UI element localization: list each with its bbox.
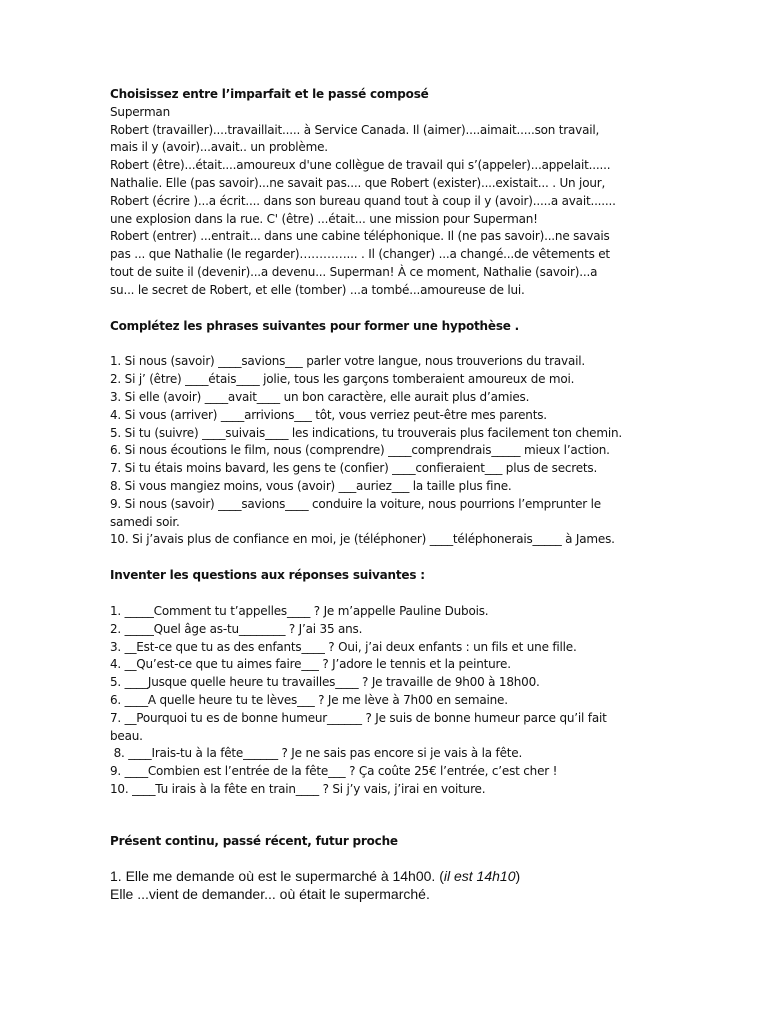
hypothesis-item: 10. Si j’avais plus de confiance en moi, je (téléphoner) ____téléphonerais_____ à James. [110,532,615,547]
story-line: Robert (être)...était....amoureux d'une collègue de travail qui s’(appeler)...appelait...... [110,158,611,173]
spacer [110,300,655,318]
hypothesis-item: 2. Si j’ (être) ____étais____ jolie, tous les garçons tomberaient amoureux de moi. [110,372,575,387]
hypothesis-item: 4. Si vous (arriver) ____arrivions___ tôt, vous verriez peut-être mes parents. [110,407,547,422]
spacer [110,585,655,603]
spacer [110,549,655,567]
exercise-line-text: 1. Elle me demande où est le supermarché à 14h00. ( [110,868,444,885]
exercise-answer: Elle ...vient de demander... où était le supermarché. [110,885,430,902]
story-line: une explosion dans la rue. C' (être) ...était... une mission pour Superman! [110,211,538,226]
exercise-line-text: ) [515,868,521,885]
story-line: Robert (écrire )...a écrit.... dans son bureau quand tout à coup il y (avoir).....a avait....... [110,193,616,208]
question-item: 4. __Qu’est-ce que tu aimes faire___ ? J’adore le tennis et la peinture. [110,657,511,672]
exercise-sheet [110,86,655,903]
story-line: Robert (entrer) ...entrait... dans une cabine téléphonique. Il (ne pas savoir)...ne savais [110,229,610,244]
exercise-line [110,868,655,886]
story-line: mais il y (avoir)...avait.. un problème. [110,140,328,155]
question-item: 1. _____Comment tu t’appelles____ ? Je m’appelle Pauline Dubois. [110,603,489,618]
story-line: pas ... que Nathalie (le regarder)…………... . Il (changer) ...a changé...de vêtements et [110,247,610,262]
exercise-line-italic: il est 14h10 [443,868,516,885]
story-line: Nathalie. Elle (pas savoir)...ne savait pas.... que Robert (exister)....existait... . Un jour, [110,175,606,190]
question-item: 2. _____Quel âge as-tu________ ? J’ai 35 ans. [110,621,363,636]
section3-title: Inventer les questions aux réponses suivantes : [110,568,425,583]
hypothesis-item: 6. Si nous écoutions le film, nous (comprendre) ____comprendrais_____ mieux l’action. [110,443,610,458]
hypothesis-item: 7. Si tu étais moins bavard, les gens te (confier) ____confieraient___ plus de secrets. [110,461,598,476]
story-line: tout de suite il (devenir)...a devenu... Superman! À ce moment, Nathalie (savoir)...a [110,264,598,279]
question-item: 6. ____A quelle heure tu te lèves___ ? Je me lève à 7h00 en semaine. [110,692,508,707]
hypothesis-item: 5. Si tu (suivre) ____suivais____ les indications, tu trouverais plus facilement ton chemin. [110,425,622,440]
spacer [110,799,655,833]
hypothesis-item: 1. Si nous (savoir) ____savions___ parler votre langue, nous trouverions du travail. [110,354,585,369]
question-item: 7. __Pourquoi tu es de bonne humeur______ ? Je suis de bonne humeur parce qu’il fait [110,710,607,725]
question-item: 10. ____Tu irais à la fête en train____ ? Si j’y vais, j’irai en voiture. [110,781,486,796]
section1-title: Choisissez entre l’imparfait et le passé composé [110,87,429,101]
story-line: Robert (travailler)....travaillait..... à Service Canada. Il (aimer)....aimait.....son travail, [110,122,600,137]
hypothesis-item: 8. Si vous mangiez moins, vous (avoir) ___auriez___ la taille plus fine. [110,478,512,493]
spacer [110,850,655,868]
section2-title: Complétez les phrases suivantes pour former une hypothèse . [110,318,520,333]
hypothesis-item: 3. Si elle (avoir) ____avait____ un bon caractère, elle aurait plus d’amies. [110,389,530,404]
question-item: 5. ____Jusque quelle heure tu travailles____ ? Je travaille de 9h00 à 18h00. [110,675,540,690]
story-line: su... le secret de Robert, et elle (tomber) ...a tombé...amoureuse de lui. [110,282,525,297]
section4-title: Présent continu, passé récent, futur proche [110,833,398,848]
hypothesis-item: samedi soir. [110,514,180,529]
story-title: Superman [110,104,170,119]
hypothesis-item: 9. Si nous (savoir) ____savions____ conduire la voiture, nous pourrions l’emprunter le [110,496,601,511]
question-item: beau. [110,728,143,743]
question-item: 9. ____Combien est l’entrée de la fête___ ? Ça coûte 25€ l’entrée, c’est cher ! [110,764,558,779]
spacer [110,335,655,353]
question-item: 8. ____Irais-tu à la fête______ ? Je ne sais pas encore si je vais à la fête. [110,746,523,761]
question-item: 3. __Est-ce que tu as des enfants____ ? Oui, j’ai deux enfants : un fils et une fille. [110,639,577,654]
